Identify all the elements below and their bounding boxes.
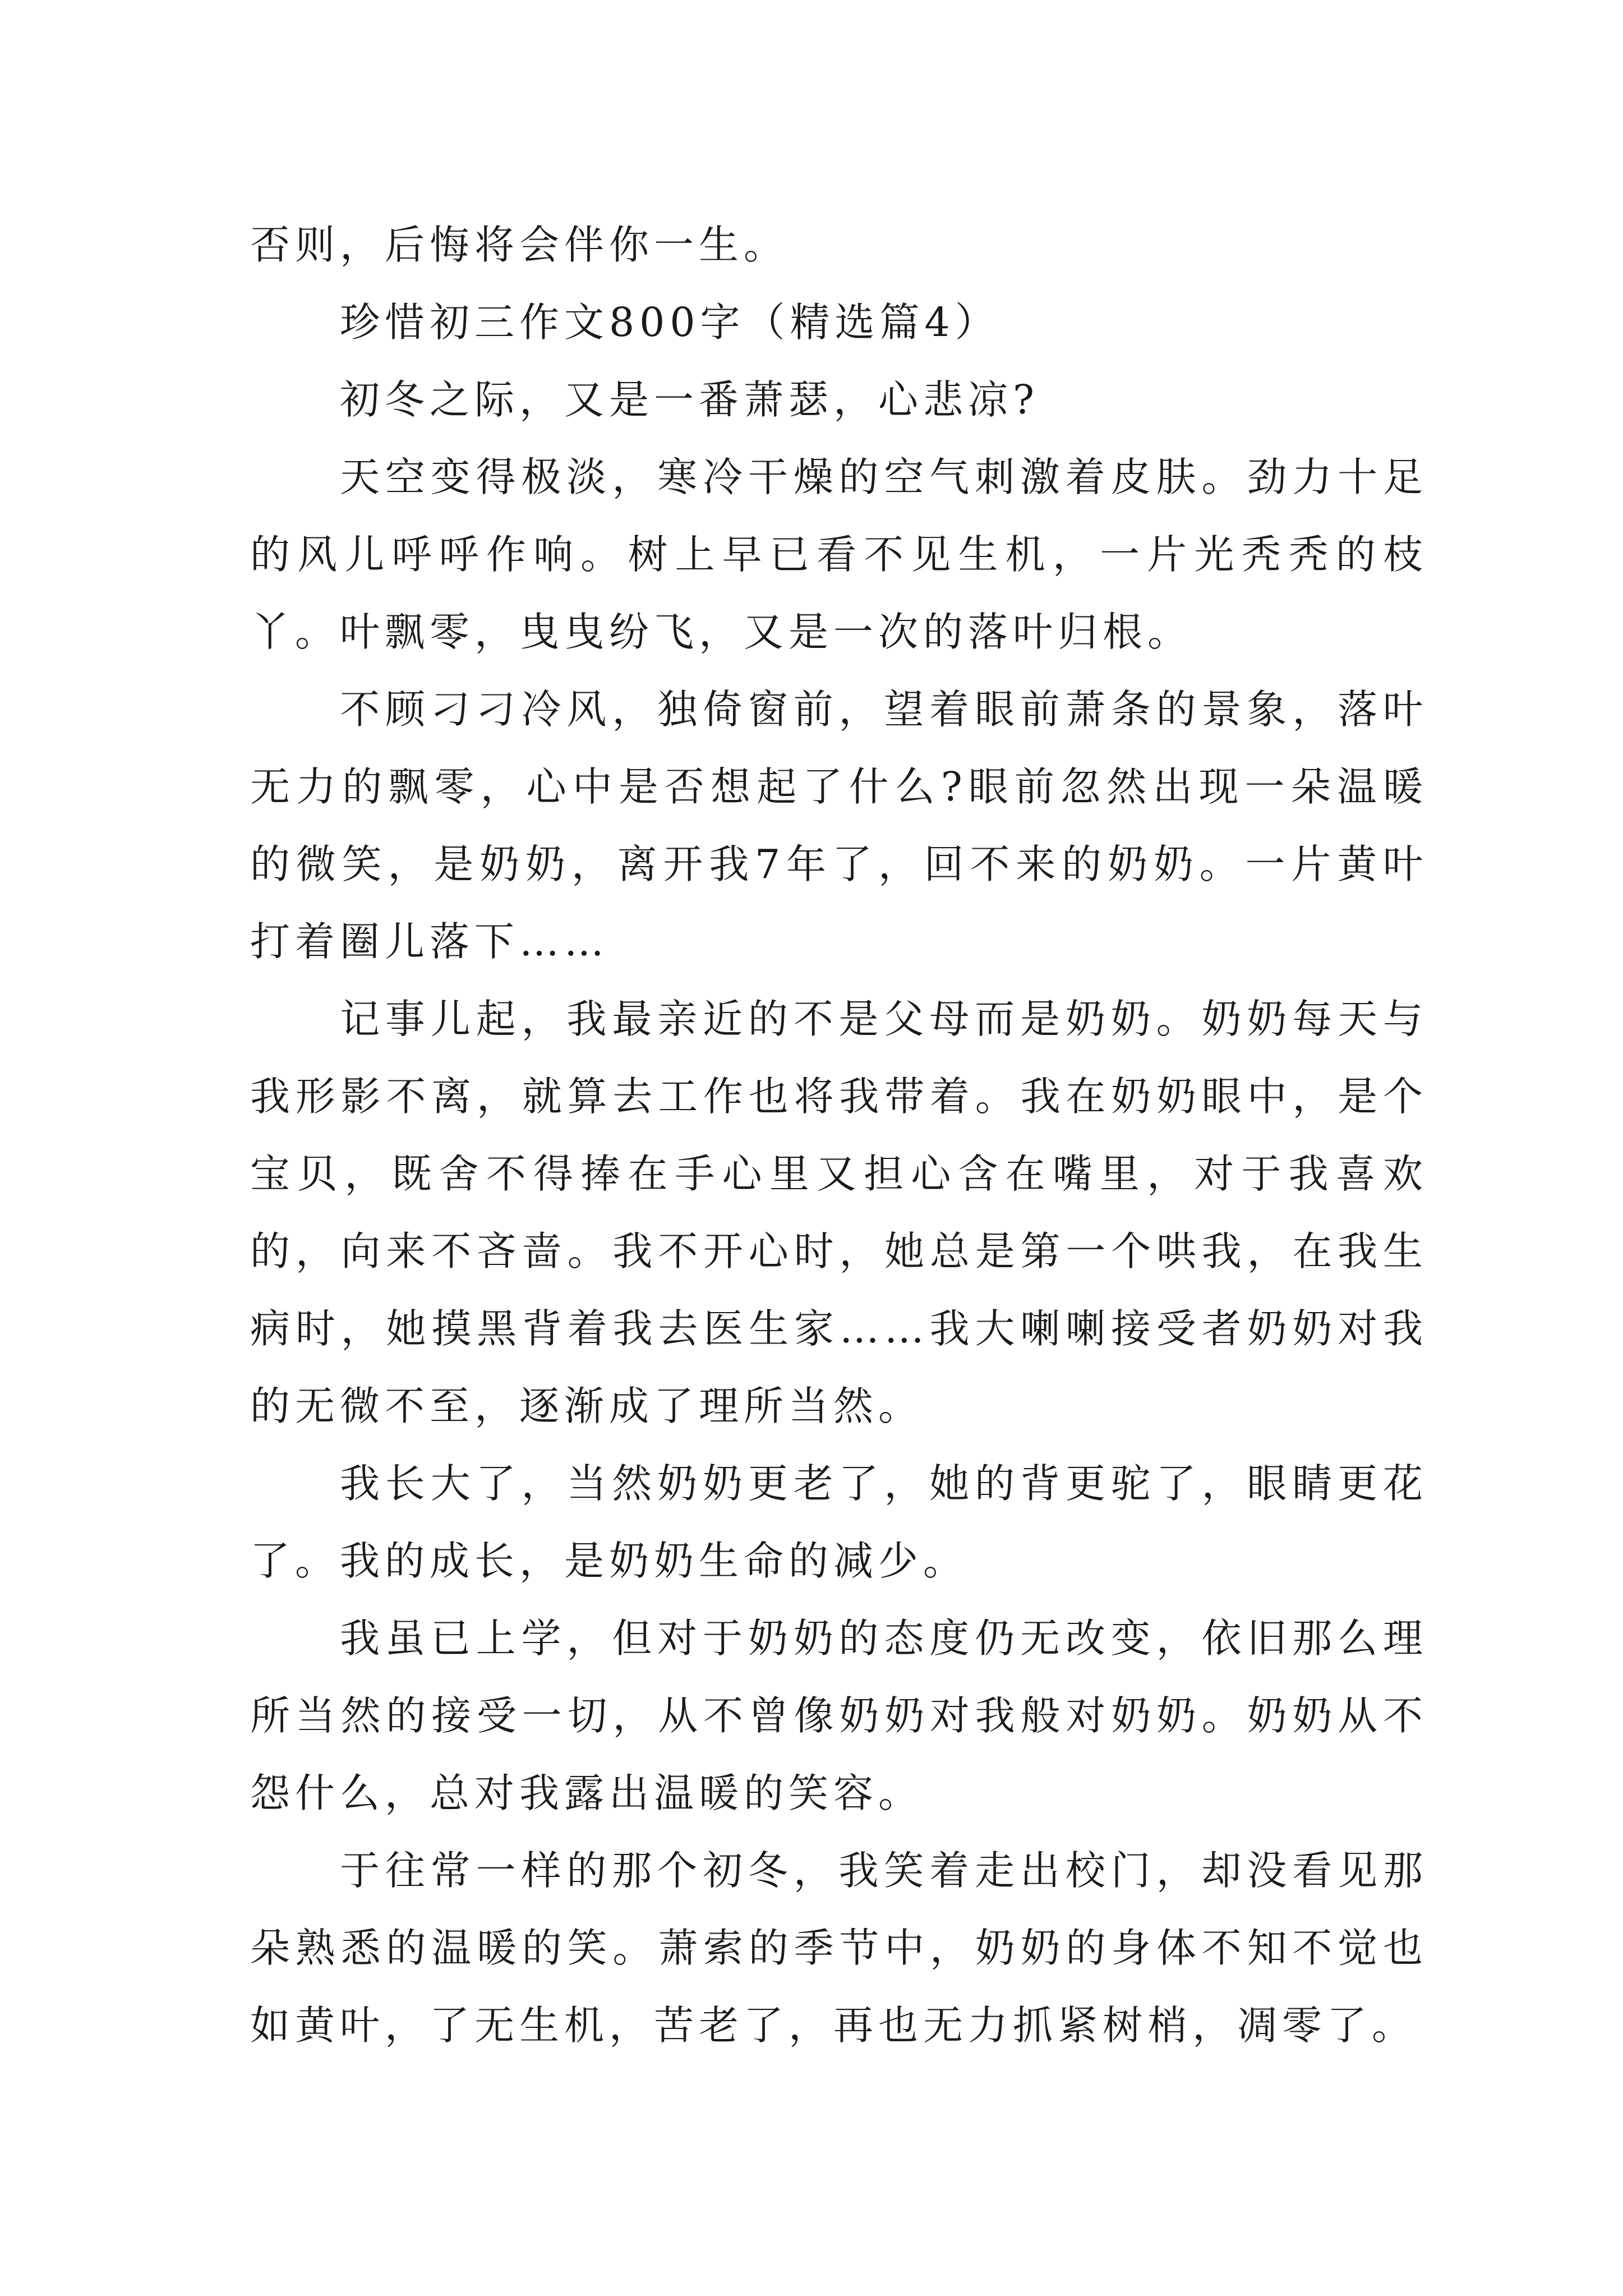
paragraph: 我长大了，当然奶奶更老了，她的背更驼了，眼睛更花了。我的成长，是奶奶生命的减少。 [250, 1460, 1428, 1584]
paragraph: 不顾刁刁冷风，独倚窗前，望着眼前萧条的景象，落叶无力的飘零，心中是否想起了什么?眼前忽然出现一朵温暖的微笑，是奶奶，离开我7年了，回不来的奶奶。一片黄叶打着圈儿落下…… [250, 686, 1428, 965]
section-heading: 珍惜初三作文800字（精选篇4） [340, 299, 1000, 346]
paragraph: 我虽已上学，但对于奶奶的态度仍无改变，依旧那么理所当然的接受一切，从不曾像奶奶对我般对奶奶。奶奶从不怨什么，总对我露出温暖的笑容。 [250, 1615, 1428, 1816]
paragraph: 初冬之际，又是一番萧瑟，心悲凉? [340, 376, 1040, 423]
paragraph: 记事儿起，我最亲近的不是父母而是奶奶。奶奶每天与我形影不离，就算去工作也将我带着。我在奶奶眼中，是个宝贝，既舍不得捧在手心里又担心含在嘴里，对于我喜欢的，向来不吝啬。我不开心时，她总是第一个哄我，在我生病时，她摸黑背着我去医生家……我大喇喇接受者奶奶对我的无微不至，逐渐成了理所当然。 [250, 996, 1428, 1429]
paragraph-continuation: 否则，后悔将会伴你一生。 [250, 222, 789, 268]
paragraph: 天空变得极淡，寒冷干燥的空气刺激着皮肤。劲力十足的风儿呼呼作响。树上早已看不见生机，一片光秃秃的枝丫。叶飘零，曳曳纷飞，又是一次的落叶归根。 [250, 454, 1428, 655]
body-text [250, 206, 1428, 2064]
paragraph: 于往常一样的那个初冬，我笑着走出校门，却没看见那朵熟悉的温暖的笑。萧索的季节中，奶奶的身体不知不觉也如黄叶，了无生机，苦老了，再也无力抓紧树梢，凋零了。 [250, 1847, 1428, 2049]
